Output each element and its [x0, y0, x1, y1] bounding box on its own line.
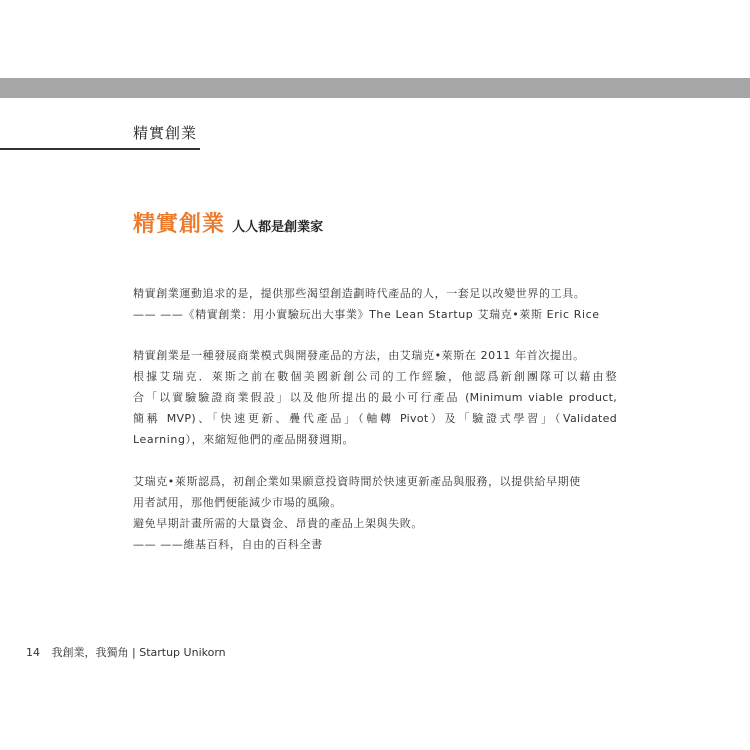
paragraph-2-line-5: Learning），來縮短他們的產品開發週期。	[133, 433, 355, 446]
top-gray-bar	[0, 78, 750, 98]
paragraph-3-line-1: 艾瑞克•萊斯認爲，初創企業如果願意投資時間於快速更新產品與服務，以提供給早期使	[133, 475, 581, 488]
paragraph-3-line-3: 避免早期計畫所需的大量資金、昂貴的產品上架與失敗。	[133, 517, 423, 530]
paragraph-2-line-1: 精實創業是一種發展商業模式與開發產品的方法，由艾瑞克•萊斯在 2011 年首次提出。	[133, 349, 585, 362]
title-subtitle: 人人都是創業家	[232, 220, 324, 235]
paragraph-3	[133, 471, 617, 555]
paragraph-1-line-1: 精實創業運動追求的是，提供那些渴望創造劃時代產品的人，一套足以改變世界的工具。	[133, 287, 586, 300]
paragraph-2	[133, 345, 617, 450]
paragraph-2-line-4: 簡稱 MVP)、「快速更新、疊代產品」（軸轉 Pivot）及「驗證式學習」（Validated	[133, 412, 617, 425]
section-header	[0, 122, 200, 150]
page-title	[133, 207, 323, 238]
footer-separator: |	[132, 646, 136, 659]
paragraph-2-line-2: 根據艾瑞克．萊斯之前在數個美國新創公司的工作經驗，他認爲新創團隊可以藉由整	[133, 370, 617, 383]
paragraph-1-citation: —— ——《精實創業：用小實驗玩出大事業》The Lean Startup 艾瑞克•萊斯 Eric Rice	[133, 308, 600, 321]
paragraph-2-line-3: 合「以實驗驗證商業假設」以及他所提出的最小可行產品 (Minimum viable product,	[133, 391, 617, 404]
page-footer	[26, 644, 226, 660]
paragraph-3-citation: —— ——維基百科，自由的百科全書	[133, 538, 323, 551]
paragraph-3-line-2: 用者試用，那他們便能減少市場的風險。	[133, 496, 342, 509]
title-main: 精實創業	[133, 212, 226, 237]
paragraph-1	[133, 283, 617, 325]
running-title: 我創業，我獨角	[51, 646, 129, 659]
book-title: Startup Unikorn	[139, 646, 226, 659]
page-number: 14	[26, 646, 40, 659]
section-header-label: 精實創業	[133, 124, 198, 142]
